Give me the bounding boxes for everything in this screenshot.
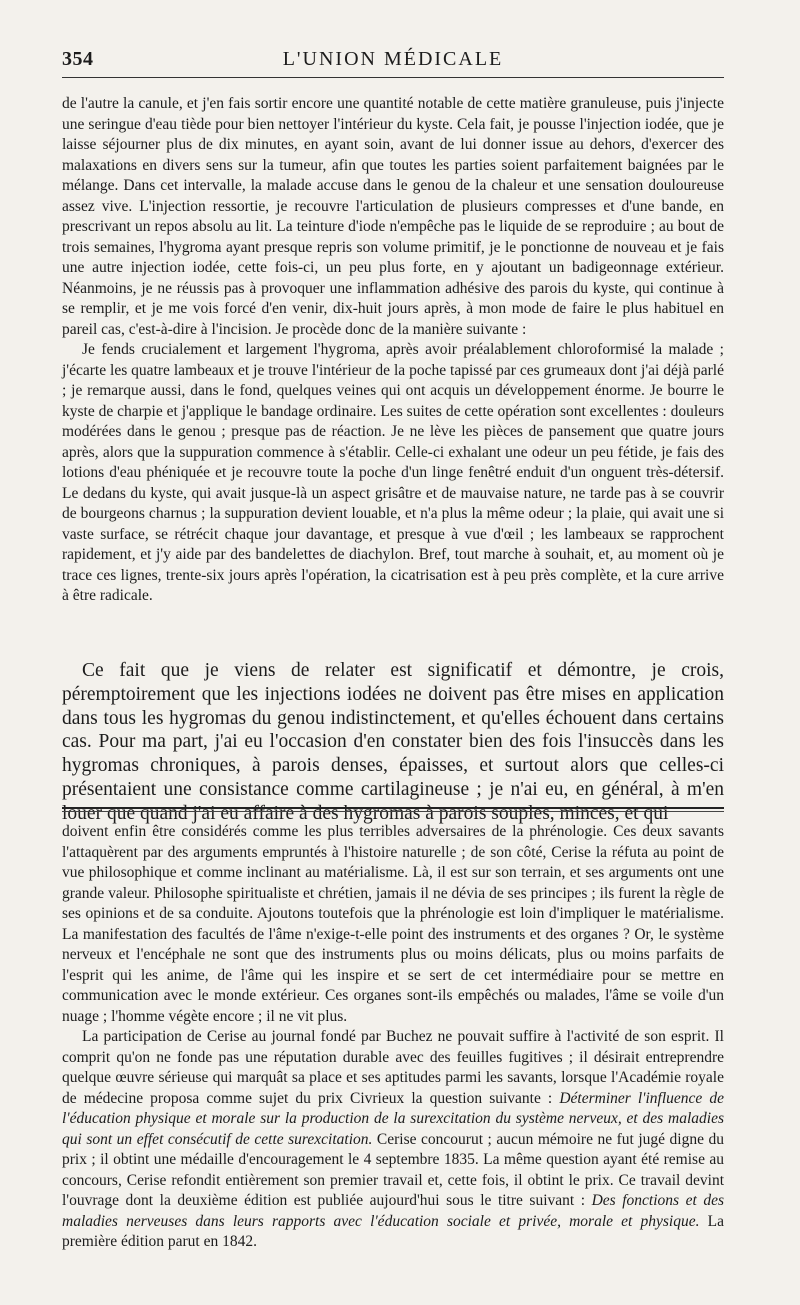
- page-number: 354: [62, 48, 94, 70]
- prize-question: Déterminer l'influence de l'éducation physique et morale sur la production de la surexcitation du système nerveux, et des maladies qui sont un effet consécutif de cette surexcitation.: [62, 1089, 724, 1148]
- book-title: Des fonctions et des maladies nerveuses dans leurs rapports avec l'éducation sociale et privée, morale et physique.: [62, 1192, 724, 1230]
- article-paragraph: de l'autre la canule, et j'en fais sortir encore une quantité notable de cette matière granuleuse, puis j'injecte une seringue d'eau tiède pour bien nettoyer l'intérieur du kyste. Cela fait, je pousse l'injection iodée, que je laisse séjourner plus de dix minutes, en ayant soin, avant de lui donner issue au dehors, d'exercer des malaxations en divers sens sur la tumeur, afin que toutes les parties soient parfaitement baignées par le mélange. Dans cet intervalle, la malade accuse dans le genou de la chaleur et une sensation douloureuse assez vive. L'injection ressortie, je recouvre l'articulation de plusieurs compresses et d'une bande, en prescrivant un repos absolu au lit. La teinture d'iode n'empêche pas le liquide de se reproduire ; au bout de trois semaines, l'hygroma ayant presque repris son volume primitif, je le ponctionne de nouveau et je fais une autre injection iodée, cette fois-ci, un peu plus forte, en y ajoutant un badigeonnage extérieur. Néanmoins, je ne réussis pas à provoquer une inflammation adhésive des parois du kyste, qui continue à se remplir, et je me vois forcé d'en venir, dix-huit jours après, à mon mode de faire le plus habituel en pareil cas, c'est-à-dire à l'incision. Je procède donc de la manière suivante :: [62, 95, 724, 338]
- article-paragraph: Je fends crucialement et largement l'hygroma, après avoir préalablement chloroformisé la malade ; j'écarte les quatre lambeaux et je trouve l'intérieur de la poche tapissé par ces grumeaux dont j'ai déjà parlé ; je remarque aussi, dans le fond, quelques veines qui ont acquis un développement énorme. Je bourre le kyste de charpie et j'applique le bandage ordinaire. Les suites de cette opération sont excellentes : douleurs modérées dans le genou ; presque pas de réaction. Je ne lève les pièces de pansement que quatre jours après, alors que la suppuration commence à s'établir. Celle-ci exhalant une odeur un peu fétide, je fais des lotions d'eau phéniquée et je recouvre toute la poche d'un linge fenêtré enduit d'un onguent très-détersif. Le dedans du kyste, qui avait jusque-là un aspect grisâtre et de mauvaise nature, ne tarde pas à se couvrir de bourgeons charnus ; la suppuration devient louable, et n'a plus la même odeur ; la plaie, qui avait une si vaste surface, se rétrécit chaque jour davantage, et presque à vue d'œil ; les lambeaux se rapprochent rapidement, et j'y aide par des bandelettes de diachylon. Bref, tout marche à souhait, et, au moment où je trace ces lignes, trente-six jours après l'opération, la cicatrisation est à peu près complète, et la cure arrive à être radicale.: [62, 341, 724, 604]
- article-body: [62, 94, 724, 607]
- article-paragraph: Ce fait que je viens de relater est significatif et démontre, je crois, péremptoirement que les injections iodées ne doivent pas être mises en application dans tous les hygromas du genou indistinctement, et qu'elles échouent dans certains cas. Pour ma part, j'ai eu l'occasion d'en constater bien des fois l'insuccès dans les hygromas chroniques, à parois denses, épaisses, et surtout alors que celles-ci présentaient une consistance comme cartilagineuse ; je n'ai eu, en général, à m'en louer que quand j'ai eu affaire à des hygromas à parois souples, minces, et qui: [62, 660, 724, 824]
- feuilleton-text: La participation de Cerise au journal fondé par Buchez ne pouvait suffire à l'activité de son esprit. Il comprit qu'on ne fonde pas une réputation durable avec des feuilles fugitives ; il désirait entreprendre quelque œuvre sérieuse qui marquât sa place et ses aptitudes parmi les savants, lorsque l'Académie royale de médecine proposa comme sujet du prix Civrieux la question suivante :: [62, 1028, 724, 1107]
- article-conclusion: [62, 659, 724, 826]
- feuilleton-separator-thin: [62, 811, 724, 812]
- header-rule: [62, 77, 724, 78]
- feuilleton-body: [62, 822, 724, 1253]
- feuilleton-separator: [62, 807, 724, 809]
- page-header: [62, 48, 724, 74]
- running-title: L'UNION MÉDICALE: [282, 48, 504, 70]
- feuilleton-paragraph: [62, 1027, 724, 1253]
- feuilleton-text: Cerise concourut ; aucun mémoire ne fut jugé digne du prix ; il obtint une médaille d'encouragement le 4 septembre 1835. La même question ayant été remise au concours, Cerise refondit entièrement son premier travail et, cette fois, il obtint le prix. Ce travail devint l'ouvrage dont la deuxième édition est publiée aujourd'hui sous le titre suivant :: [62, 1130, 724, 1209]
- feuilleton-text: La première édition parut en 1842.: [62, 1212, 724, 1250]
- feuilleton-paragraph: doivent enfin être considérés comme les plus terribles adversaires de la phrénologie. Ces deux savants l'attaquèrent par des arguments empruntés à l'histoire naturelle ; de son côté, Cerise la réfuta au point de vue philosophique et comme inclinant au matérialisme. Là, il est sur son terrain, et ses arguments ont une grande valeur. Philosophe spiritualiste et chrétien, jamais il ne dévia de ses principes ; ils furent la règle de ses opinions et de sa conduite. Ajoutons toutefois que la phrénologie est loin d'impliquer le matérialisme. La manifestation des facultés de l'âme n'exige-t-elle point des instruments et des organes ? Or, le système nerveux et l'encéphale ne sont que des instruments plus ou moins délicats, plus ou moins parfaits de l'esprit qui les anime, de l'âme qui les inspire et se sert de cet intermédiaire pour se mettre en communication avec le monde extérieur. Ces organes sont-ils empêchés ou malades, l'âme se voile d'un nuage ; l'homme végète encore ; il ne vit plus.: [62, 823, 724, 1025]
